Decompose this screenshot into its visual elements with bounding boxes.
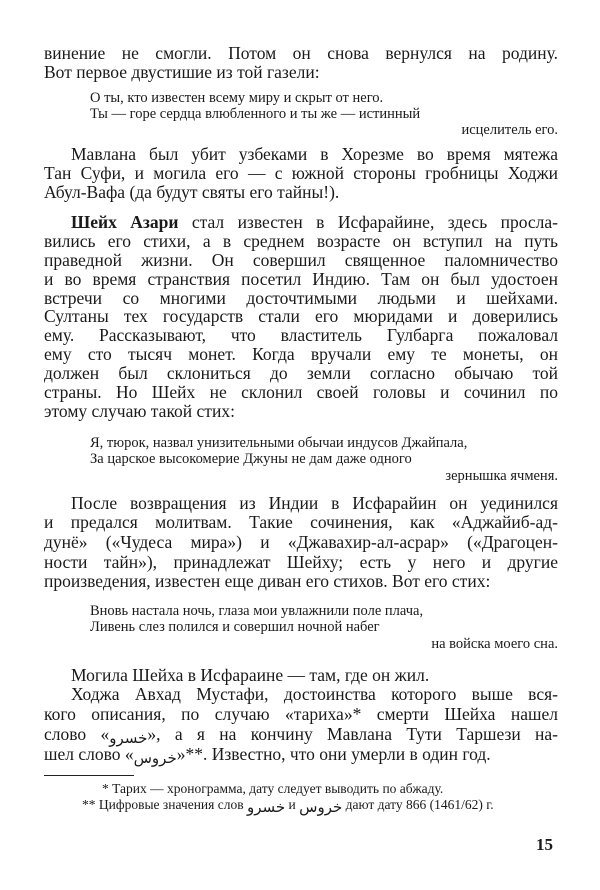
text-segment: и xyxy=(285,797,300,812)
text-line: дунё» («Чудеса мира») и «Джавахир-ал-асрар» («Драгоцен- xyxy=(44,532,558,552)
verse-line: О ты, кто известен всему миру и скрыт от него. xyxy=(90,90,384,106)
text-segment: стал известен в Исфарайине, здесь просла- xyxy=(178,212,558,232)
arabic-word: خروس xyxy=(299,798,343,816)
text-line xyxy=(71,212,558,232)
text-line: ему сто тысяч монет. Когда вручали ему те монеты, он xyxy=(44,344,558,364)
arabic-word: خروس xyxy=(133,749,177,767)
verse-line: на войска моего сна. xyxy=(431,636,558,652)
text-line: Тан Суфи, и могила его — с южной стороны гробницы Ходжи xyxy=(44,163,558,183)
text-line: праведной жизни. Он совершил священное паломничество xyxy=(44,250,558,270)
text-line: Абул-Вафа (да будут святы его тайны!). xyxy=(44,182,340,202)
text-line: Вот первое двустишие из той газели: xyxy=(44,62,320,82)
text-line: ности тайн»), принадлежат Шейху; есть у него и другие xyxy=(44,552,558,572)
text-line: ему. Рассказывают, что властитель Гулбарга пожаловал xyxy=(44,325,558,345)
text-line: кого описания, по случаю «тариха»* смерти Шейха нашел xyxy=(44,704,558,724)
text-line: Султаны тех государств стали его мюридами и доверились xyxy=(44,306,558,326)
footnote-line: * Тарих — хронограмма, дату следует выводить по абжаду. xyxy=(102,781,444,796)
bold-name: Шейх Азари xyxy=(71,212,179,232)
text-line: произведения, известен еще диван его стихов. Вот его стих: xyxy=(44,571,491,591)
text-line: и предался молитвам. Такие сочинения, как «Аджайиб-ад- xyxy=(44,512,558,532)
verse-line: Вновь настала ночь, глаза мои увлажнили поле плача, xyxy=(90,603,424,619)
text-line: этому случаю такой стих: xyxy=(44,401,235,421)
verse-line: Ливень слез полился и совершил ночной набег xyxy=(90,619,380,635)
text-line: страны. Но Шейх не склонил своей головы и сочинил по xyxy=(44,382,558,402)
text-line: винение не смогли. Потом он снова вернулся на родину. xyxy=(44,43,558,63)
verse-line: Я, тюрок, назвал унизительными обычаи индусов Джайпала, xyxy=(90,435,468,451)
text-line: встречи со многими досточтимыми людьми и шейхами. xyxy=(44,288,558,308)
text-line xyxy=(44,724,558,747)
text-line: Ходжа Авхад Мустафи, достоинства которого выше вся- xyxy=(71,684,558,704)
verse-line: исцелитель его. xyxy=(461,122,558,138)
text-line: и во время странствия посетил Индию. Там он был удостоен xyxy=(44,269,558,289)
text-line: должен был склониться до земли согласно обычаю той xyxy=(44,363,558,383)
arabic-word: خسرو xyxy=(109,729,148,747)
text-segment: дают дату 866 (1461/62) г. xyxy=(342,797,494,812)
arabic-word: خسرو xyxy=(246,798,286,816)
footnote-divider xyxy=(44,775,134,776)
text-segment: шел слово « xyxy=(44,744,134,764)
text-line: После возвращения из Индии в Исфарайин он уединился xyxy=(71,493,558,513)
verse-line: Ты — горе сердца влюбленного и ты же — истинный xyxy=(90,106,421,122)
text-line: Мавлана был убит узбеками в Хорезме во время мятежа xyxy=(71,144,558,164)
text-segment: », а я на кончину Мавлана Тути Таршези на- xyxy=(147,724,558,744)
page-number: 15 xyxy=(536,835,553,854)
text-segment: ** Цифровые значения слов xyxy=(82,797,247,812)
verse-line: зернышка ячменя. xyxy=(445,468,558,484)
text-line: вились его стихи, а в среднем возрасте он вступил на путь xyxy=(44,231,558,251)
text-segment: »**. Известно, что они умерли в один год. xyxy=(176,744,491,764)
text-line: Могила Шейха в Исфараине — там, где он жил. xyxy=(71,665,430,685)
footnote-line xyxy=(44,794,558,814)
text-line xyxy=(44,744,558,767)
text-segment: слово « xyxy=(44,724,110,744)
verse-line: За царское высокомерие Джуны не дам даже одного xyxy=(90,451,412,467)
